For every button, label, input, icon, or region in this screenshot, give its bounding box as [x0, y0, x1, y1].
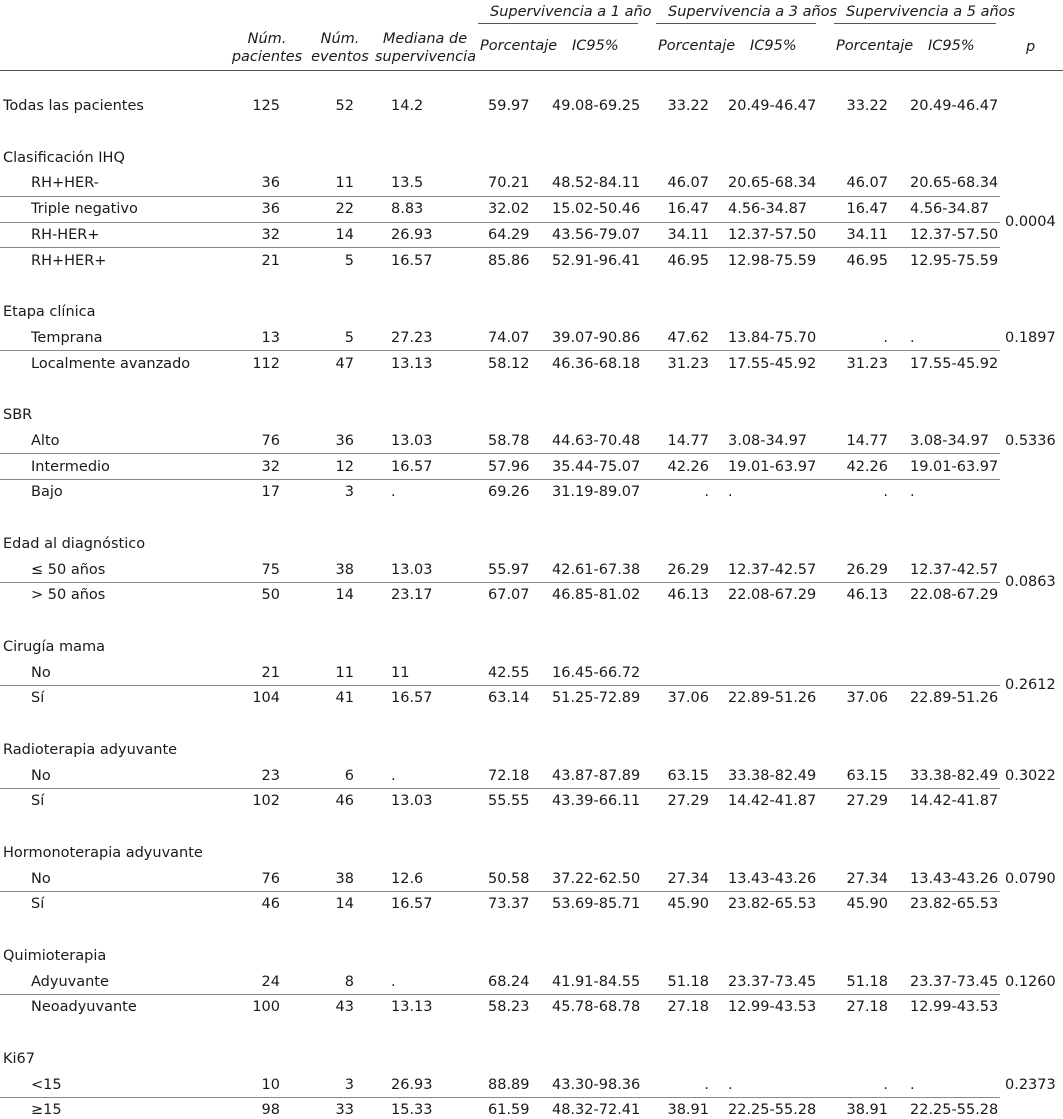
table-cell: 5 [344, 252, 354, 269]
table-cell: 13.43-43.26 [910, 870, 999, 887]
table-cell: 50 [261, 587, 280, 604]
cell-all-1: 52 [335, 98, 354, 114]
row-divider [0, 788, 1000, 789]
table-cell: 38.91 [846, 1102, 888, 1119]
table-cell: 16.47 [667, 201, 709, 217]
table-cell: 42.61-67.38 [552, 561, 641, 578]
group-title: Cirugía mama [3, 638, 106, 655]
table-cell: 22.25-55.28 [910, 1102, 999, 1119]
table-cell: 13.43-43.26 [728, 870, 817, 887]
table-cell: 20.65-68.34 [910, 175, 999, 192]
table-cell: 14.42-41.87 [728, 793, 817, 810]
table-cell: . [728, 1076, 733, 1093]
header-survival-5: Supervivencia a 5 años [846, 4, 1016, 20]
table-cell: 11 [391, 664, 410, 681]
table-cell: 20.65-68.34 [728, 175, 817, 192]
header-n-patients-line2: pacientes [231, 49, 303, 65]
table-cell: 6 [344, 767, 354, 784]
table-cell: 32 [261, 458, 280, 475]
table-cell: 38 [335, 561, 354, 578]
table-cell: 46.07 [846, 175, 888, 192]
table-cell: 46.85-81.02 [552, 587, 641, 604]
table-cell: 22.08-67.29 [910, 587, 999, 604]
table-cell: 27.29 [667, 793, 709, 810]
table-cell: 43.56-79.07 [552, 226, 641, 243]
table-cell: 27.34 [846, 870, 888, 887]
table-cell: 45.90 [846, 896, 888, 913]
table-cell: 3.08-34.97 [910, 432, 990, 449]
table-cell: 8.83 [391, 201, 424, 217]
table-cell: 4.56-34.87 [910, 201, 990, 217]
header-ci-3: IC95% [750, 38, 797, 54]
table-cell: 76 [261, 432, 280, 449]
cell-all-0: 125 [252, 98, 280, 114]
table-cell: 98 [261, 1102, 280, 1119]
table-cell: 3.08-34.97 [728, 432, 808, 449]
table-cell: 68.24 [488, 973, 530, 990]
row-label: <15 [31, 1076, 62, 1093]
table-cell: 34.11 [667, 226, 709, 243]
table-cell: 19.01-63.97 [910, 458, 999, 475]
group-title: Edad al diagnóstico [3, 535, 146, 552]
table-cell: 36 [335, 432, 354, 449]
table-cell: 14.42-41.87 [910, 793, 999, 810]
cell-all-3: 59.97 [488, 98, 530, 114]
group-title: Quimioterapia [3, 947, 107, 964]
row-label: Sí [31, 793, 45, 810]
table-cell: 27.18 [846, 999, 888, 1016]
table-cell: 37.22-62.50 [552, 870, 641, 887]
table-cell: 3 [344, 484, 354, 501]
table-cell: 35.44-75.07 [552, 458, 641, 475]
table-cell: . [910, 484, 915, 501]
table-cell: 31.23 [846, 355, 888, 372]
header-n-patients-line1: Núm. [247, 31, 287, 47]
table-cell: 12.37-57.50 [728, 226, 817, 243]
table-cell: . [391, 973, 396, 990]
table-cell: 26.93 [391, 226, 433, 243]
header-ci-5: IC95% [928, 38, 975, 54]
row-label: ≥15 [31, 1102, 62, 1119]
row-divider [0, 685, 1000, 686]
table-cell: 39.07-90.86 [552, 329, 641, 346]
row-label-all: Todas las pacientes [3, 98, 144, 114]
table-cell: 36 [261, 201, 280, 217]
table-cell: 55.97 [488, 561, 530, 578]
table-cell: 27.29 [846, 793, 888, 810]
table-cell: 12.95-75.59 [910, 252, 999, 269]
table-cell: 45.78-68.78 [552, 999, 641, 1016]
header-survival-3: Supervivencia a 3 años [668, 4, 838, 20]
row-divider [0, 994, 1000, 995]
table-cell: 46 [261, 896, 280, 913]
table-cell: 17.55-45.92 [910, 355, 999, 372]
header-n-patients [225, 30, 309, 66]
table-cell: 31.23 [667, 355, 709, 372]
header-survival-3-rule [656, 23, 816, 24]
table-cell: 51.18 [667, 973, 709, 990]
table-cell: 33.38-82.49 [910, 767, 999, 784]
table-cell: 42.55 [488, 664, 530, 681]
table-cell: 12.99-43.53 [728, 999, 817, 1016]
table-cell: 13 [261, 329, 280, 346]
table-cell: 12.6 [391, 870, 424, 887]
table-cell: 22.89-51.26 [728, 690, 817, 707]
p-value: 0.0863 [1005, 574, 1056, 591]
row-divider [0, 1097, 1000, 1098]
table-cell: 23.37-73.45 [728, 973, 817, 990]
table-cell: 46.95 [667, 252, 709, 269]
table-cell: 104 [252, 690, 280, 707]
table-cell: 14 [335, 896, 354, 913]
table-cell: 37.06 [846, 690, 888, 707]
table-cell: 13.03 [391, 561, 433, 578]
row-label: Temprana [31, 329, 103, 346]
row-label: ≤ 50 años [31, 561, 106, 578]
header-p: p [1026, 39, 1036, 55]
row-label: Triple negativo [31, 201, 138, 217]
table-cell: . [910, 329, 915, 346]
header-survival-1: Supervivencia a 1 año [490, 4, 652, 20]
table-cell: 43 [335, 999, 354, 1016]
table-cell: 21 [261, 664, 280, 681]
table-cell: 32.02 [488, 201, 530, 217]
group-title: Hormonoterapia adyuvante [3, 844, 203, 861]
table-cell: 46 [335, 793, 354, 810]
table-cell: 100 [252, 999, 280, 1016]
table-cell: 67.07 [488, 587, 530, 604]
table-cell: 23.17 [391, 587, 433, 604]
table-cell: 17.55-45.92 [728, 355, 817, 372]
table-cell: 57.96 [488, 458, 530, 475]
table-cell: 10 [261, 1076, 280, 1093]
table-cell: 19.01-63.97 [728, 458, 817, 475]
table-cell: 15.33 [391, 1102, 433, 1119]
table-cell: 52.91-96.41 [552, 252, 641, 269]
cell-all-8: 20.49-46.47 [910, 98, 999, 114]
table-cell: 26.93 [391, 1076, 433, 1093]
table-cell: 58.78 [488, 432, 530, 449]
table-cell: 53.69-85.71 [552, 896, 641, 913]
p-value: 0.1260 [1005, 973, 1056, 990]
table-cell: 50.58 [488, 870, 530, 887]
p-value: 0.0790 [1005, 870, 1056, 887]
table-cell: 5 [344, 329, 354, 346]
table-cell: 22 [335, 201, 354, 217]
table-cell: 23.82-65.53 [728, 896, 817, 913]
cell-all-7: 33.22 [846, 98, 888, 114]
p-value: 0.1897 [1005, 329, 1056, 346]
table-cell: . [391, 484, 396, 501]
table-cell: 4.56-34.87 [728, 201, 808, 217]
cell-all-6: 20.49-46.47 [728, 98, 817, 114]
table-cell: 13.13 [391, 999, 433, 1016]
table-cell: 16.57 [391, 690, 433, 707]
row-divider [0, 222, 1000, 223]
table-cell: . [883, 329, 888, 346]
table-cell: 13.84-75.70 [728, 329, 817, 346]
row-label: RH+HER- [31, 175, 99, 192]
table-cell: 12 [335, 458, 354, 475]
cell-all-2: 14.2 [391, 98, 424, 114]
table-cell: 26.29 [667, 561, 709, 578]
row-label: No [31, 870, 51, 887]
table-cell: 27.18 [667, 999, 709, 1016]
table-cell: 43.87-87.89 [552, 767, 641, 784]
table-cell: 33 [335, 1102, 354, 1119]
table-cell: . [883, 1076, 888, 1093]
table-cell: 73.37 [488, 896, 530, 913]
table-cell: 12.37-57.50 [910, 226, 999, 243]
table-cell: 47.62 [667, 329, 709, 346]
table-cell: 43.30-98.36 [552, 1076, 641, 1093]
table-cell: 102 [252, 793, 280, 810]
table-cell: 42.26 [846, 458, 888, 475]
row-label: Localmente avanzado [31, 355, 191, 372]
table-cell: 51.18 [846, 973, 888, 990]
table-cell: 23 [261, 767, 280, 784]
table-cell: . [728, 484, 733, 501]
table-cell: 88.89 [488, 1076, 530, 1093]
p-value: 0.3022 [1005, 767, 1056, 784]
table-cell: 33.38-82.49 [728, 767, 817, 784]
table-cell: 46.13 [846, 587, 888, 604]
group-title: Ki67 [3, 1050, 35, 1067]
table-cell: 63.15 [846, 767, 888, 784]
table-cell: . [704, 1076, 709, 1093]
table-cell: 69.26 [488, 484, 530, 501]
table-cell: . [883, 484, 888, 501]
table-cell: 48.52-84.11 [552, 175, 641, 192]
table-cell: 22.89-51.26 [910, 690, 999, 707]
table-cell: 46.07 [667, 175, 709, 192]
table-cell: 38.91 [667, 1102, 709, 1119]
table-cell: 16.57 [391, 458, 433, 475]
table-cell: 15.02-50.46 [552, 201, 641, 217]
table-cell: 13.03 [391, 432, 433, 449]
row-label: Sí [31, 896, 45, 913]
header-survival-1-rule [478, 23, 638, 24]
table-cell: 12.98-75.59 [728, 252, 817, 269]
table-cell: 17 [261, 484, 280, 501]
table-cell: 43.39-66.11 [552, 793, 641, 810]
row-label: RH+HER+ [31, 252, 107, 269]
row-label: RH-HER+ [31, 226, 100, 243]
group-title: SBR [3, 407, 33, 423]
header-median-line2: supervivencia [375, 49, 477, 65]
table-cell: 55.55 [488, 793, 530, 810]
table-cell: 42.26 [667, 458, 709, 475]
table-cell: 27.34 [667, 870, 709, 887]
table-cell: 14.77 [667, 432, 709, 449]
table-cell: 76 [261, 870, 280, 887]
table-cell: 58.12 [488, 355, 530, 372]
row-label: Alto [31, 432, 60, 449]
table-cell: 61.59 [488, 1102, 530, 1119]
p-value: 0.0004 [1005, 213, 1056, 230]
table-cell: 8 [344, 973, 354, 990]
table-cell: 26.29 [846, 561, 888, 578]
table-cell: 14 [335, 226, 354, 243]
table-cell: 31.19-89.07 [552, 484, 641, 501]
table-cell: 3 [344, 1076, 354, 1093]
table-cell: 11 [335, 664, 354, 681]
table-cell: 14.77 [846, 432, 888, 449]
row-label: > 50 años [31, 587, 106, 604]
row-label: Bajo [31, 484, 63, 501]
row-label: Intermedio [31, 458, 110, 475]
table-cell: 47 [335, 355, 354, 372]
table-cell: 58.23 [488, 999, 530, 1016]
table-cell: . [391, 767, 396, 784]
table-cell: 16.57 [391, 896, 433, 913]
row-label: No [31, 767, 51, 784]
table-cell: 12.37-42.57 [910, 561, 999, 578]
table-cell: 46.95 [846, 252, 888, 269]
header-n-events-line1: Núm. [320, 31, 360, 47]
header-median-line1: Mediana de [382, 31, 468, 47]
row-divider [0, 196, 1000, 197]
table-cell: 11 [335, 175, 354, 192]
row-divider [0, 350, 1000, 351]
table-cell: 34.11 [846, 226, 888, 243]
table-cell: 22.25-55.28 [728, 1102, 817, 1119]
header-n-events [305, 30, 375, 66]
table-cell: 70.21 [488, 175, 530, 192]
table-cell: 85.86 [488, 252, 530, 269]
table-cell: 64.29 [488, 226, 530, 243]
table-cell: 23.82-65.53 [910, 896, 999, 913]
row-divider [0, 479, 1000, 480]
table-cell: 51.25-72.89 [552, 690, 641, 707]
table-cell: 46.13 [667, 587, 709, 604]
table-cell: 41.91-84.55 [552, 973, 641, 990]
table-cell: 74.07 [488, 329, 530, 346]
table-cell: 63.14 [488, 690, 530, 707]
table-cell: 37.06 [667, 690, 709, 707]
row-divider [0, 582, 1000, 583]
group-title: Radioterapia adyuvante [3, 741, 178, 758]
header-ci-1: IC95% [572, 38, 619, 54]
row-divider [0, 247, 1000, 248]
p-value: 0.5336 [1005, 432, 1056, 449]
group-title: Clasificación IHQ [3, 149, 125, 166]
group-title: Etapa clínica [3, 304, 96, 320]
table-cell: 44.63-70.48 [552, 432, 641, 449]
row-label: Sí [31, 690, 45, 707]
p-value: 0.2373 [1005, 1076, 1056, 1093]
row-label: No [31, 664, 51, 681]
table-cell: 72.18 [488, 767, 530, 784]
table-cell: 46.36-68.18 [552, 355, 641, 372]
row-divider [0, 891, 1000, 892]
table-cell: 14 [335, 587, 354, 604]
table-cell: 16.47 [846, 201, 888, 217]
table-cell: 48.32-72.41 [552, 1102, 641, 1119]
row-label: Neoadyuvante [31, 999, 137, 1016]
table-cell: 22.08-67.29 [728, 587, 817, 604]
header-median [375, 30, 475, 66]
header-pct-3: Porcentaje [658, 38, 736, 54]
header-survival-5-rule [834, 23, 996, 24]
table-cell: 13.03 [391, 793, 433, 810]
table-cell: 13.5 [391, 175, 424, 192]
table-cell: 45.90 [667, 896, 709, 913]
header-pct-5: Porcentaje [836, 38, 914, 54]
table-cell: 36 [261, 175, 280, 192]
table-cell: 32 [261, 226, 280, 243]
table-cell: 27.23 [391, 329, 433, 346]
cell-all-4: 49.08-69.25 [552, 98, 641, 114]
header-n-events-line2: eventos [311, 49, 369, 65]
header-bottom-rule [0, 70, 1063, 71]
table-cell: 23.37-73.45 [910, 973, 999, 990]
table-cell: 75 [261, 561, 280, 578]
cell-all-5: 33.22 [667, 98, 709, 114]
header-pct-1: Porcentaje [480, 38, 558, 54]
table-cell: . [910, 1076, 915, 1093]
table-cell: 38 [335, 870, 354, 887]
table-cell: 12.99-43.53 [910, 999, 999, 1016]
table-cell: . [704, 484, 709, 501]
table-cell: 16.57 [391, 252, 433, 269]
table-cell: 41 [335, 690, 354, 707]
row-label: Adyuvante [31, 973, 109, 990]
table-cell: 24 [261, 973, 280, 990]
table-cell: 12.37-42.57 [728, 561, 817, 578]
p-value: 0.2612 [1005, 677, 1056, 694]
table-cell: 21 [261, 252, 280, 269]
row-divider [0, 453, 1000, 454]
table-cell: 16.45-66.72 [552, 664, 641, 681]
table-cell: 13.13 [391, 355, 433, 372]
table-cell: 63.15 [667, 767, 709, 784]
table-cell: 112 [252, 355, 280, 372]
